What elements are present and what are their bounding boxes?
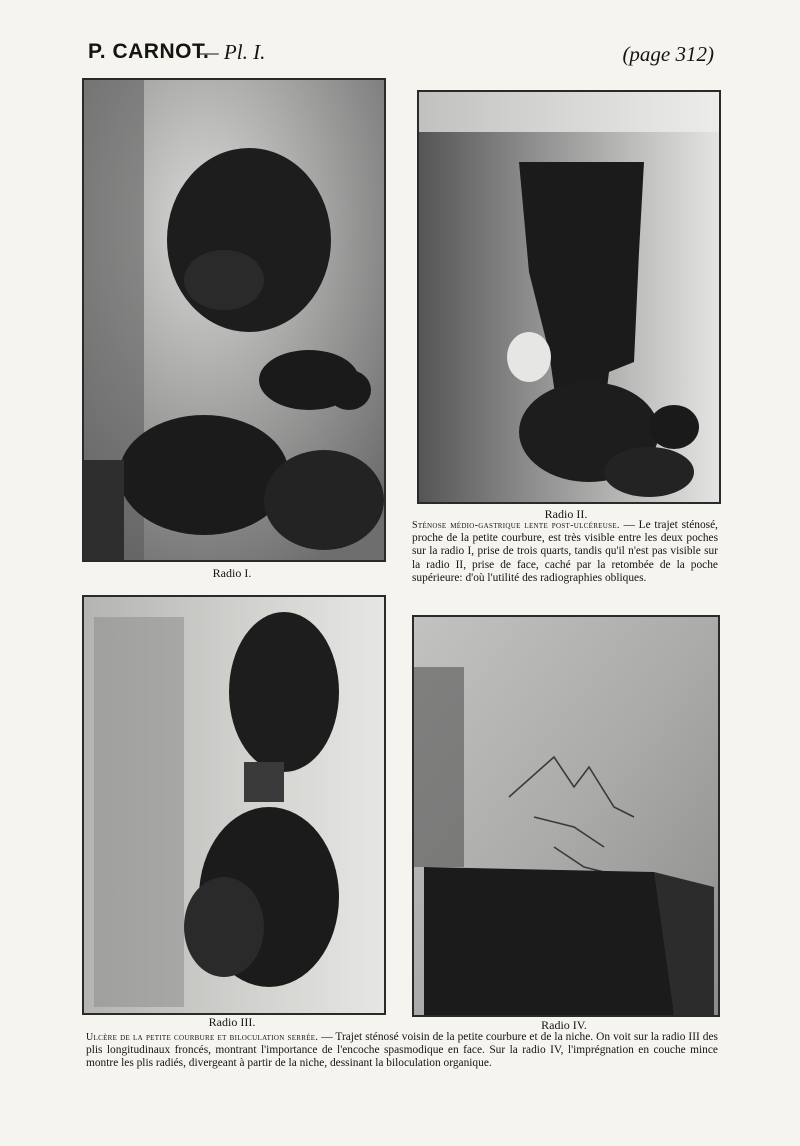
caption-stenosis-text: — Le trajet sténosé, proche de la petite courbure, est très visible entre les deux poches sur la radio I, prise de trois quarts, tandis qu'il n'est pas visible sur la radio II, prise de face, caché par la retombée de la poche supérieure: d'où l'utilité des radiographies obliques. (412, 519, 718, 584)
radiograph-3 (82, 595, 386, 1015)
caption-ulcer (86, 1031, 718, 1071)
radio-3-label: Radio III. (208, 1015, 256, 1029)
header-author: P. CARNOT. (88, 40, 210, 63)
radiograph-2 (417, 90, 721, 504)
caption-ulcer-text: — Trajet sténosé voisin de la petite courbure et de la niche. On voit sur la radio III des plis longitudinaux froncés, montrant l'importance de l'encoche spasmodique en face. Sur la radio IV, l'imprégnation en couche mince montre les plis radiés, divergeant à partir de la niche, dessinant la biloculation organique. (86, 1031, 718, 1070)
radio-1-label: Radio I. (212, 566, 252, 580)
radiograph-4-image (414, 617, 718, 1015)
radiograph-3-image (84, 597, 384, 1013)
radiograph-1 (82, 78, 386, 562)
caption-stenosis-title: Sténose médio-gastrique lente post-ulcéreuse. (412, 520, 620, 531)
radio-4-label: Radio IV. (541, 1018, 587, 1032)
caption-stenosis (412, 519, 718, 585)
radiograph-1-image (84, 80, 384, 560)
caption-ulcer-title: Ulcère de la petite courbure et biloculation serrée. (86, 1032, 319, 1043)
radiograph-2-image (419, 92, 719, 502)
header-page-number: (page 312) (622, 42, 714, 66)
radio-2-label: Radio II. (544, 507, 588, 521)
header-plate-number: — Pl. I. (200, 40, 266, 64)
radiograph-4 (412, 615, 720, 1017)
